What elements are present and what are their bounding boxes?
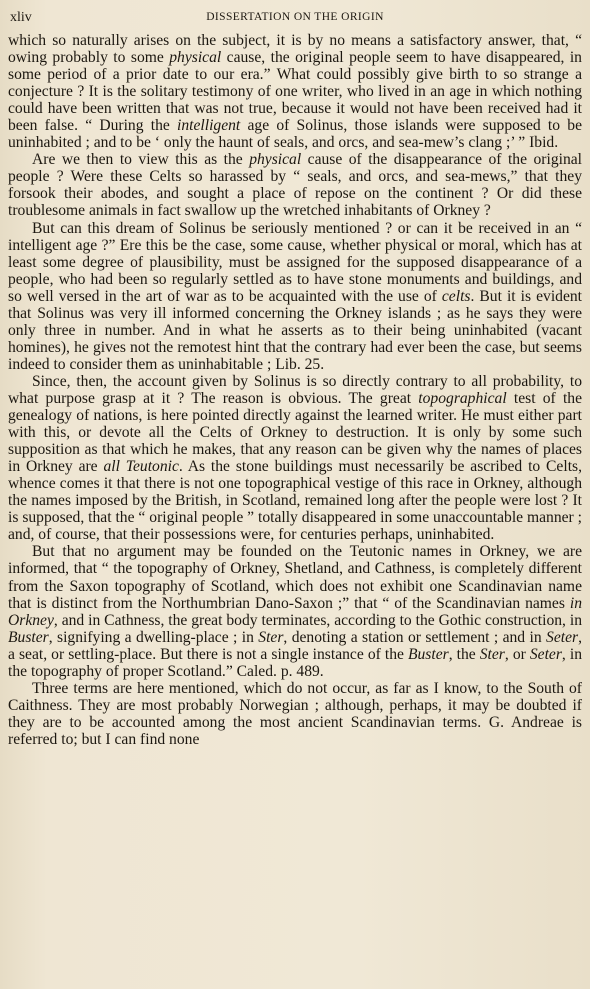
italic-text: celts (441, 287, 471, 305)
paragraph (8, 151, 582, 219)
text-run: But that no argument may be founded on the Teutonic names in Orkney, we are informed, that “ the topography of Orkney, Shetland, and Cathness, is completely different from the Saxon topography of Scotland, which does not exhibit one Scandinavian name that is distinct from the Northumbrian Dano-Saxon ;” that “ of the Scandinavian names (8, 543, 582, 612)
page-header (8, 8, 582, 32)
text-run: cause of the disappearance of the original people ? Were these Celts so harassed by “ seals, and orcs, and sea-mews,” that they forsook their abodes, and sought a place of repose on the continent ? Or did these troublesome animals in fact swallow up the wretched inhabitants of Orkney ? (8, 151, 582, 220)
text-run: , signifying a dwelling-place ; in (48, 628, 259, 646)
italic-text: Buster (8, 628, 49, 646)
italic-text: physical (249, 151, 302, 169)
text-run: . But it is evident that Solinus was very ill informed concerning the Orkney islands ; as he says they were only three in number. And in what he asserts as to their being uninhabited (vacant homines), he gives not the remotest hint that the contrary had ever been the case, but seems indeed to consider them as uninhabitable ; Lib. 25. (8, 287, 582, 373)
italic-text: Ster (479, 645, 505, 663)
text-run: Are we then to view this as the (32, 151, 250, 169)
text-run: which so naturally arises on the subject, it is by no means a satisfactory answer, that, “ owing probably to some (8, 32, 582, 67)
paragraph (8, 220, 582, 373)
paragraph (8, 543, 582, 679)
italic-text: topographical (418, 389, 507, 407)
italic-text: Ster (258, 628, 284, 646)
text-run: , a seat, or settling-place. But there is not a single instance of the (8, 628, 582, 663)
text-run: , in the topography of proper Scotland.” Caled. p. 489. (8, 645, 583, 680)
paragraph (8, 680, 582, 748)
italic-text: intelligent (177, 117, 241, 135)
body-text (8, 32, 582, 748)
italic-text: Seter (529, 645, 562, 663)
text-run: , denoting a station or settlement ; and in (283, 628, 547, 646)
italic-text: Buster (407, 645, 449, 663)
italic-text: all Teutonic (103, 458, 179, 476)
running-title: DISSERTATION ON THE ORIGIN (206, 11, 384, 23)
text-run: But can this dream of Solinus be seriously mentioned ? or can it be received in an “ intelligent age ?” Ere this be the case, some cause, whether physical or moral, which has at least some degree of plausibility, must be assigned for the supposed disappearance of a people, who had been so regularly settled as to have stone monuments and buildings, and so well versed in the art of war as to be acquainted with the use of (8, 219, 582, 305)
text-run: Three terms are here mentioned, which do not occur, as far as I know, to the South of Caithness. They are most probably Norwegian ; although, perhaps, it may be doubted if they are to be accounted among the most ancient Scandinavian terms. G. Andreae is referred to; but I can find none (8, 679, 582, 748)
text-run: , or (504, 645, 530, 663)
text-run: age of Solinus, those islands were supposed to be uninhabited ; and to be ‘ only the haunt of seals, and orcs, and sea-mew’s clang ;’ ” Ibid. (8, 117, 582, 152)
paragraph (8, 32, 582, 151)
text-run: Since, then, the account given by Solinus is so directly contrary to all probability, to what purpose grasp at it ? The reason is obvious. The great (8, 372, 582, 407)
text-run: test of the genealogy of nations, is here pointed directly against the learned writer. He must either part with this, or devote all the Celts of Orkney to destruction. It is only by some such supposition as that which he makes, that any reason can be given why the names of places in Orkney are (8, 389, 582, 476)
text-run: . As the stone buildings must necessarily be ascribed to Celts, whence comes it that there is not one topographical vestige of this race in Orkney, although the names imposed by the British, in Scotland, remained long after the people were lost ? It is supposed, that the “ original people ” totally disappeared in some unaccountable manner ; and, of course, that their possessions were, for centuries perhaps, uninhabited. (8, 458, 582, 544)
paragraph (8, 373, 582, 543)
text-run: , the (448, 645, 480, 663)
italic-text: Seter (546, 628, 579, 646)
page-number: xliv (10, 10, 32, 25)
text-run: cause, the original people seem to have disappeared, in some period of a prior date to our era.” What could possibly give birth to so strange a conjecture ? It is the solitary testimony of one writer, who lived in an age in which nothing could have been written that was not true, because it would not have been received had it been false. “ During the (8, 49, 582, 135)
italic-text: in Orkney (8, 594, 582, 629)
text-run: , and in Cathness, the great body terminates, according to the Gothic construction, in (53, 611, 582, 629)
italic-text: physical (169, 49, 222, 67)
